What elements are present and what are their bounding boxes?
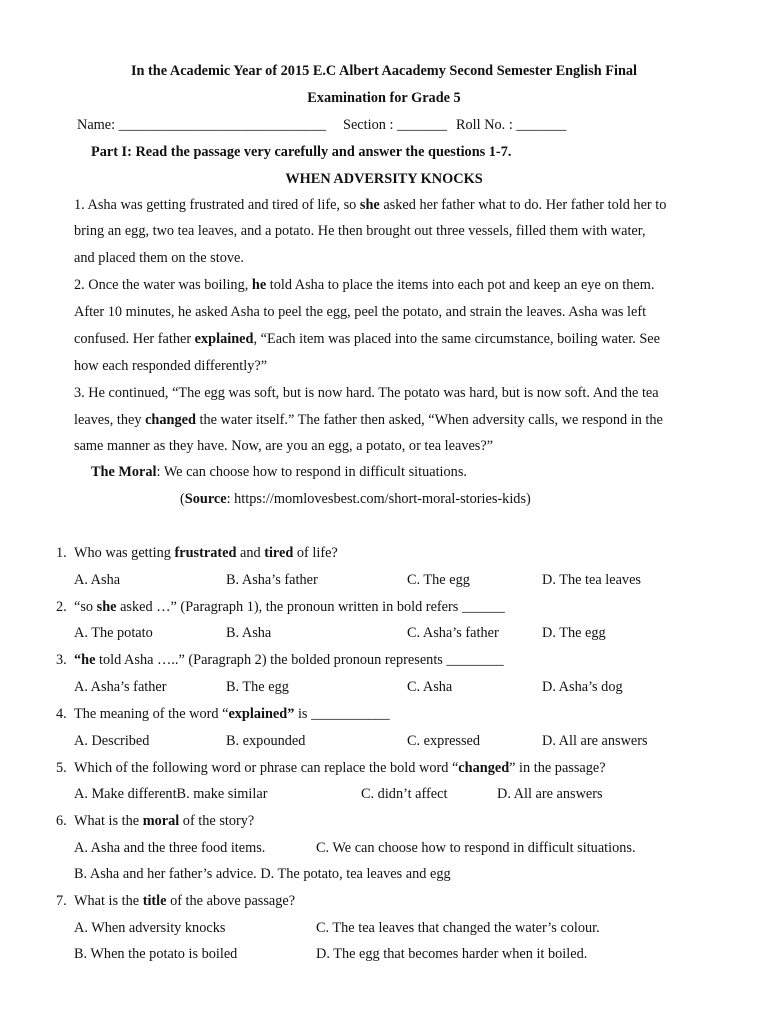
text-run: of the above passage?	[166, 893, 296, 909]
question-4-text	[74, 704, 390, 724]
text-run: is	[294, 706, 312, 722]
question-1-number: 1.	[56, 545, 67, 561]
q5-option-ab: A. Make differentB. make similar	[74, 786, 268, 802]
text-run: leaves, they	[74, 412, 146, 428]
q6-option-bd: B. Asha and her father’s advice. D. The potato, tea leaves and egg	[74, 866, 451, 882]
passage-paragraph3-line3: same manner as they have. Now, are you an egg, a potato, or tea leaves?”	[74, 438, 494, 454]
bold-word: title	[142, 893, 167, 909]
exam-title-line2: Examination for Grade 5	[307, 90, 461, 106]
q6-option-c: C. We can choose how to respond in difficult situations.	[316, 840, 636, 856]
bold-pronoun: he	[251, 277, 267, 293]
question-7-text	[74, 891, 295, 911]
bold-word: changed	[458, 760, 510, 776]
passage-paragraph2-line2: After 10 minutes, he asked Asha to peel the egg, peel the potato, and strain the leaves. Asha was left	[74, 304, 647, 320]
passage-paragraph2-line4: how each responded differently?”	[74, 358, 268, 374]
text-run: told Asha to place the items into each pot and keep an eye on them.	[266, 277, 655, 293]
bold-word: frustrated	[174, 545, 237, 561]
question-3-text	[74, 650, 504, 670]
text-run: 2. Once the water was boiling,	[74, 277, 252, 293]
name-field-label: Name: _____________________________	[77, 117, 326, 133]
text-run: asked her father what to do. Her father told her to	[379, 197, 667, 213]
bold-pronoun: she	[359, 197, 380, 213]
bold-word: tired	[264, 545, 294, 561]
q1-option-c: C. The egg	[407, 572, 470, 588]
question-6-text	[74, 811, 254, 831]
text-run: ” in the passage?	[509, 760, 606, 776]
question-5-text	[74, 758, 606, 778]
roll-number-field-label: Roll No. : _______	[456, 117, 567, 133]
question-4-number: 4.	[56, 706, 67, 722]
exam-title-line1: In the Academic Year of 2015 E.C Albert Aacademy Second Semester English Final	[130, 63, 638, 79]
bold-word: “he	[74, 652, 96, 668]
q1-option-d: D. The tea leaves	[542, 572, 641, 588]
text-run: “so	[74, 599, 97, 615]
answer-blank: ___________	[311, 706, 390, 722]
q7-option-c: C. The tea leaves that changed the water’s colour.	[316, 920, 600, 936]
q3-option-d: D. Asha’s dog	[542, 679, 623, 695]
text-run: 1. Asha was getting frustrated and tired of life, so	[74, 197, 360, 213]
text-run: What is the	[74, 813, 143, 829]
text-run: confused. Her father	[74, 331, 195, 347]
bold-word: explained”	[228, 706, 295, 722]
question-6-number: 6.	[56, 813, 67, 829]
text-run: of life?	[293, 545, 338, 561]
bold-word: explained	[194, 331, 254, 347]
passage-title: WHEN ADVERSITY KNOCKS	[285, 171, 483, 187]
section-field-label: Section : _______	[343, 117, 448, 133]
text-run: The meaning of the word “	[74, 706, 229, 722]
source-label: Source	[184, 491, 227, 507]
q4-option-a: A. Described	[74, 733, 150, 749]
moral-label: The Moral	[91, 464, 157, 480]
q2-option-d: D. The egg	[542, 625, 606, 641]
question-5-number: 5.	[56, 760, 67, 776]
moral-text: : We can choose how to respond in difficult situations.	[156, 464, 467, 480]
q3-option-b: B. The egg	[226, 679, 289, 695]
passage-paragraph2-line1	[74, 275, 654, 295]
text-run: told Asha …..” (Paragraph 2) the bolded pronoun represents ________	[95, 652, 504, 668]
q2-option-b: B. Asha	[226, 625, 272, 641]
moral-line	[91, 462, 467, 482]
q3-option-c: C. Asha	[407, 679, 453, 695]
text-run: and	[236, 545, 265, 561]
q2-option-a: A. The potato	[74, 625, 153, 641]
source-line	[180, 489, 531, 509]
part1-instruction: Part I: Read the passage very carefully and answer the questions 1-7.	[91, 144, 512, 160]
text-run: Who was getting	[74, 545, 175, 561]
q6-option-a: A. Asha and the three food items.	[74, 840, 266, 856]
question-2-number: 2.	[56, 599, 67, 615]
q7-option-a: A. When adversity knocks	[74, 920, 226, 936]
q1-option-b: B. Asha’s father	[226, 572, 318, 588]
q7-option-b: B. When the potato is boiled	[74, 946, 238, 962]
q4-option-c: C. expressed	[407, 733, 481, 749]
text-run: (	[180, 491, 185, 507]
passage-paragraph2-line3	[74, 329, 660, 349]
passage-paragraph1-line3: and placed them on the stove.	[74, 250, 244, 266]
question-7-number: 7.	[56, 893, 67, 909]
text-run: , “Each item was placed into the same circumstance, boiling water. See	[253, 331, 660, 347]
q4-option-b: B. expounded	[226, 733, 306, 749]
text-run: Which of the following word or phrase can replace the bold word “	[74, 760, 459, 776]
bold-word: changed	[145, 412, 196, 428]
text-run: of the story?	[179, 813, 255, 829]
q4-option-d: D. All are answers	[542, 733, 648, 749]
q2-option-c: C. Asha’s father	[407, 625, 499, 641]
passage-paragraph3-line1: 3. He continued, “The egg was soft, but is now hard. The potato was hard, but is now soft. And the tea	[74, 385, 659, 401]
passage-paragraph1-line2: bring an egg, two tea leaves, and a potato. He then brought out three vessels, filled them with water,	[74, 223, 646, 239]
question-2-text	[74, 597, 505, 617]
question-1-text	[74, 543, 338, 563]
passage-paragraph1-line1	[74, 195, 666, 215]
text-run: asked …” (Paragraph 1), the pronoun written in bold refers ______	[116, 599, 505, 615]
bold-word: moral	[142, 813, 180, 829]
text-run: the water itself.” The father then asked, “When adversity calls, we respond in the	[195, 412, 663, 428]
question-3-number: 3.	[56, 652, 67, 668]
q3-option-a: A. Asha’s father	[74, 679, 167, 695]
source-url: : https://momlovesbest.com/short-moral-stories-kids)	[226, 491, 531, 507]
q1-option-a: A. Asha	[74, 572, 121, 588]
bold-word: she	[96, 599, 117, 615]
q5-option-d: D. All are answers	[497, 786, 603, 802]
text-run: What is the	[74, 893, 143, 909]
q5-option-c: C. didn’t affect	[361, 786, 448, 802]
passage-paragraph3-line2	[74, 410, 663, 430]
q7-option-d: D. The egg that becomes harder when it boiled.	[316, 946, 588, 962]
